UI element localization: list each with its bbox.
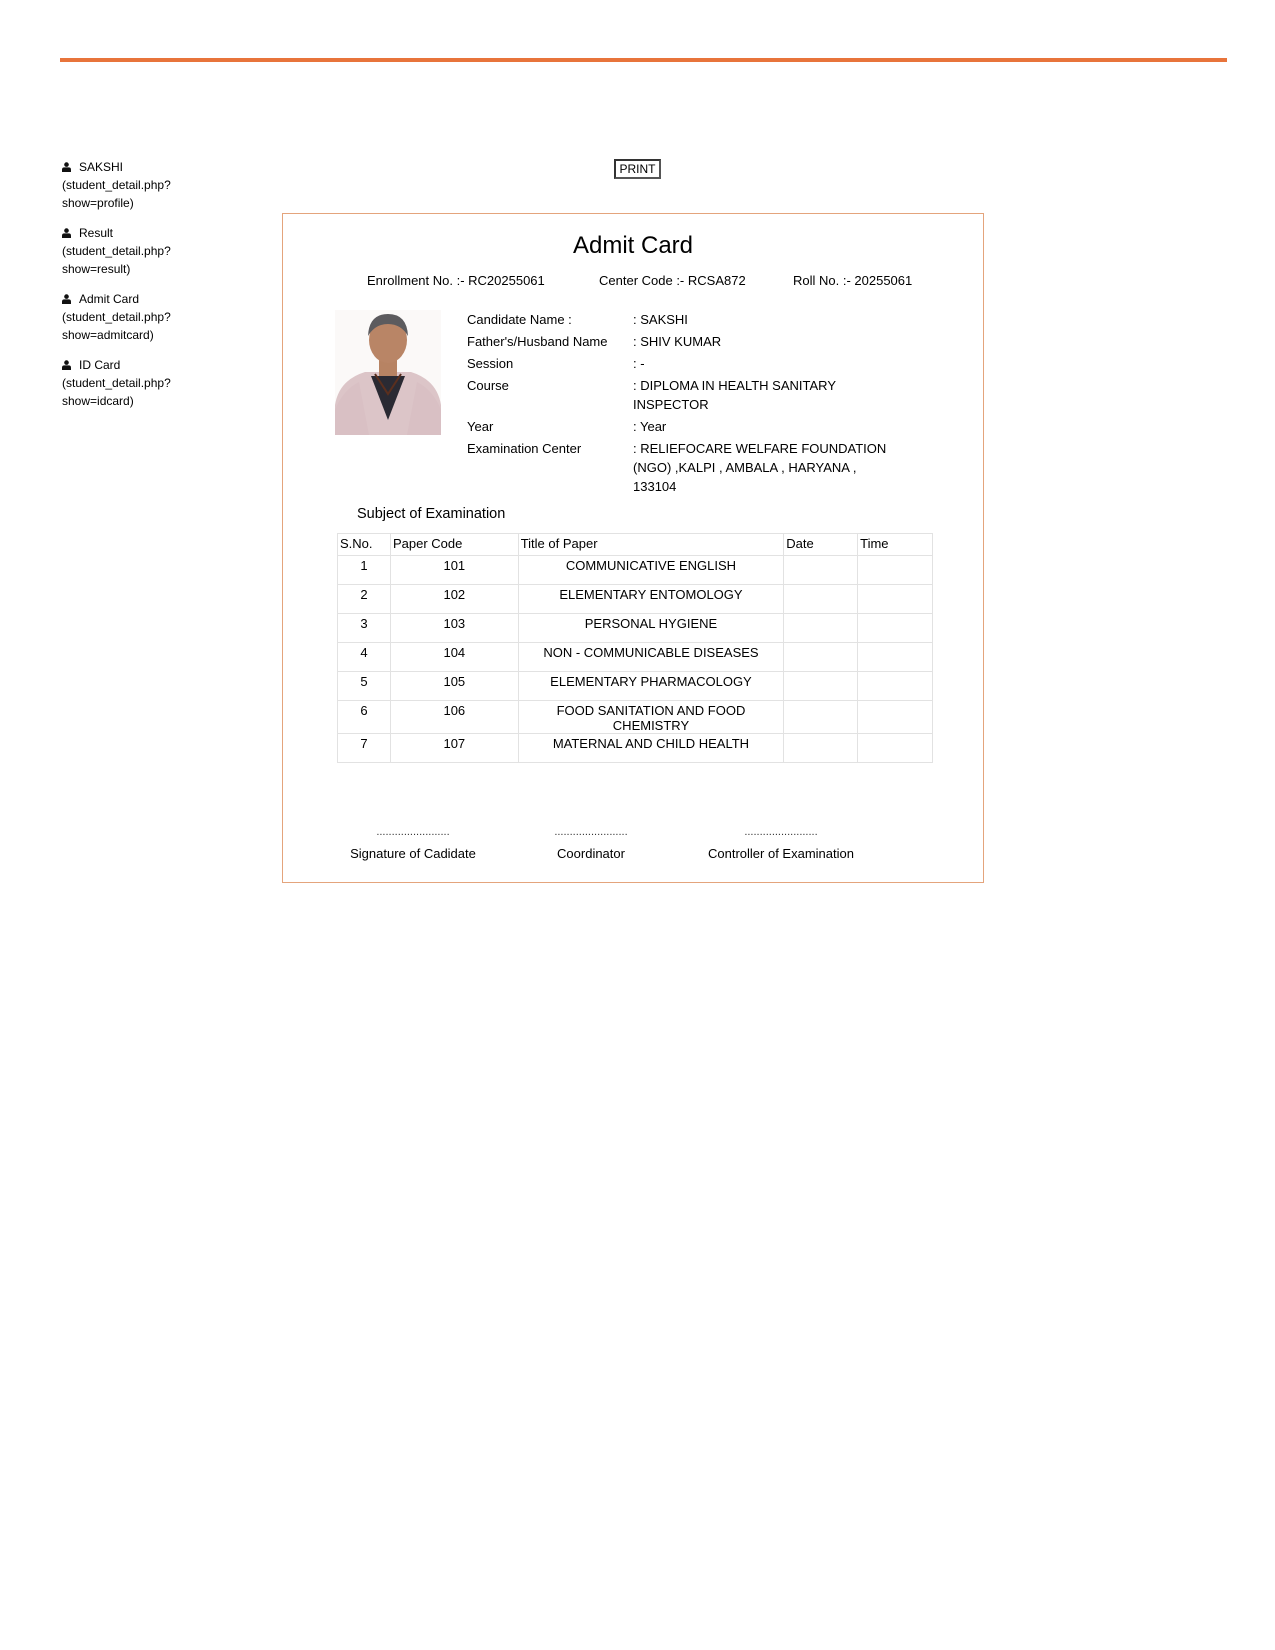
cell-sno: 2 [338,585,391,614]
enrollment-number: Enrollment No. :- RC20255061 [367,273,545,288]
cell-time [858,614,933,643]
column-header: Title of Paper [518,534,784,556]
signature-candidate [345,826,481,861]
cell-paper-code: 105 [390,672,518,701]
sidebar-item-link: show=idcard) [62,394,134,408]
cell-paper-code: 101 [390,556,518,585]
table-row [338,734,933,763]
sidebar-item-label: Admit Card [79,292,140,306]
cell-date [784,734,858,763]
detail-value: : RELIEFOCARE WELFARE FOUNDATION (NGO) ,KALPI , AMBALA , HARYANA , 133104 [633,441,887,494]
detail-row [467,332,903,351]
detail-row [467,376,903,414]
cell-date [784,585,858,614]
user-icon [62,291,71,301]
sidebar-item-link: (student_detail.php? [62,178,171,192]
cell-sno: 1 [338,556,391,585]
detail-label: Father's/Husband Name [467,334,608,349]
detail-label: Course [467,378,509,393]
cell-time [858,672,933,701]
cell-title: NON - COMMUNICABLE DISEASES [518,643,784,672]
cell-time [858,701,933,734]
cell-time [858,643,933,672]
table-row [338,672,933,701]
cell-paper-code: 107 [390,734,518,763]
cell-date [784,672,858,701]
cell-date [784,701,858,734]
cell-date [784,614,858,643]
signature-line: ........................ [554,826,628,838]
cell-title: ELEMENTARY ENTOMOLOGY [518,585,784,614]
detail-value: : SAKSHI [633,312,688,327]
detail-label: Session [467,356,514,371]
cell-paper-code: 104 [390,643,518,672]
signature-label: Signature of Cadidate [350,846,476,861]
cell-title: PERSONAL HYGIENE [518,614,784,643]
candidate-photo [335,310,441,435]
header-divider [60,58,1227,62]
detail-row [467,439,903,496]
sidebar-item-label: ID Card [79,358,121,372]
sidebar-item-label: Result [79,226,114,240]
detail-label: Examination Center [467,441,582,456]
table-header-row [338,534,933,556]
detail-row [467,417,903,436]
cell-sno: 7 [338,734,391,763]
cell-title: COMMUNICATIVE ENGLISH [518,556,784,585]
roll-number: Roll No. :- 20255061 [793,273,913,288]
cell-time [858,734,933,763]
table-row [338,643,933,672]
sidebar-item-admit-card[interactable] [62,290,232,344]
sidebar-item-link: show=result) [62,262,131,276]
cell-paper-code: 106 [390,701,518,734]
sidebar-item-link: (student_detail.php? [62,244,171,258]
cell-sno: 5 [338,672,391,701]
signature-line: ........................ [744,826,818,838]
detail-value: : SHIV KUMAR [633,334,722,349]
sidebar-item-label: SAKSHI [79,160,124,174]
cell-paper-code: 102 [390,585,518,614]
signature-line: ........................ [376,826,450,838]
cell-time [858,556,933,585]
candidate-details [467,310,903,499]
table-row [338,701,933,734]
center-code: Center Code :- RCSA872 [599,273,746,288]
signature-label: Controller of Examination [708,846,854,861]
detail-row [467,354,903,373]
exam-table [337,533,933,763]
table-row [338,585,933,614]
sidebar-item-result[interactable] [62,224,232,278]
print-button[interactable]: PRINT [614,159,661,179]
admit-card [282,213,984,883]
cell-time [858,585,933,614]
detail-value: : Year [633,419,667,434]
detail-row [467,310,903,329]
cell-title: MATERNAL AND CHILD HEALTH [518,734,784,763]
column-header: Paper Code [390,534,518,556]
subject-heading: Subject of Examination [357,506,506,522]
user-icon [62,159,71,169]
cell-date [784,556,858,585]
cell-paper-code: 103 [390,614,518,643]
cell-sno: 3 [338,614,391,643]
detail-value: : - [633,356,645,371]
signature-controller [697,826,865,861]
column-header: Time [858,534,933,556]
sidebar-item-link: (student_detail.php? [62,376,171,390]
detail-label: Candidate Name : [467,312,572,327]
detail-value: : DIPLOMA IN HEALTH SANITARY INSPECTOR [633,378,836,412]
sidebar-item-id-card[interactable] [62,356,232,410]
signature-label: Coordinator [557,846,625,861]
detail-label: Year [467,419,494,434]
table-row [338,614,933,643]
sidebar-item-link: show=admitcard) [62,328,154,342]
cell-title: ELEMENTARY PHARMACOLOGY [518,672,784,701]
sidebar-item-profile[interactable] [62,158,232,212]
signature-coordinator [523,826,659,861]
user-icon [62,357,71,367]
cell-sno: 6 [338,701,391,734]
column-header: S.No. [338,534,391,556]
sidebar-item-link: (student_detail.php? [62,310,171,324]
column-header: Date [784,534,858,556]
cell-title: FOOD SANITATION AND FOOD CHEMISTRY [518,701,784,734]
table-row [338,556,933,585]
user-icon [62,225,71,235]
cell-sno: 4 [338,643,391,672]
sidebar-item-link: show=profile) [62,196,134,210]
cell-date [784,643,858,672]
sidebar-nav [62,158,232,422]
page-title: Admit Card [572,232,694,259]
